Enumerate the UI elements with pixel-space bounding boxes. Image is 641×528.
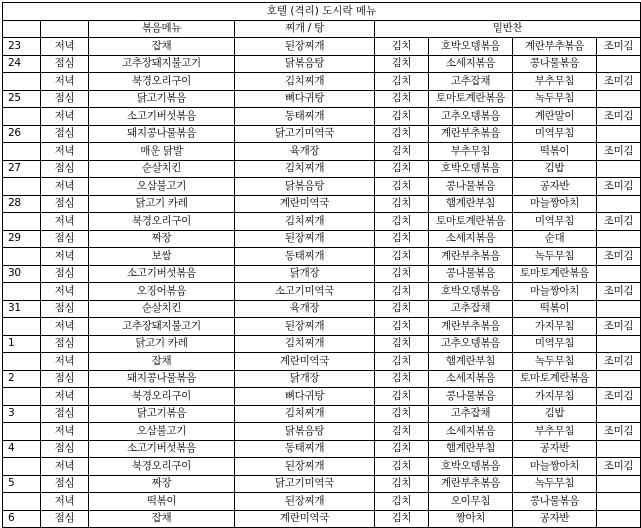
soup-cell: 된장찌개	[235, 38, 375, 56]
meal-cell: 점심	[41, 405, 89, 423]
day-cell: 30	[3, 265, 41, 283]
side-dish-2-cell: 소세지볶음	[429, 423, 513, 441]
meal-cell: 저녁	[41, 388, 89, 406]
day-cell: 29	[3, 230, 41, 248]
day-cell: 31	[3, 300, 41, 318]
side-dish-4-cell: 조미김	[597, 213, 641, 231]
main-dish-cell: 순살치킨	[89, 300, 235, 318]
table-row	[3, 353, 641, 371]
side-dish-1-cell: 김치	[375, 510, 429, 528]
table-row	[3, 213, 641, 231]
table-row	[3, 405, 641, 423]
day-cell: 1	[3, 335, 41, 353]
side-dish-4-cell	[597, 440, 641, 458]
side-dish-1-cell: 김치	[375, 335, 429, 353]
day-cell	[3, 178, 41, 196]
table-row	[3, 265, 641, 283]
meal-cell: 저녁	[41, 38, 89, 56]
table-row	[3, 73, 641, 91]
main-dish-cell: 오징어볶음	[89, 283, 235, 301]
day-cell: 2	[3, 370, 41, 388]
meal-cell: 저녁	[41, 178, 89, 196]
soup-cell: 닭개장	[235, 370, 375, 388]
side-dish-2-cell: 고추잡채	[429, 300, 513, 318]
side-dish-2-cell: 햄계란부침	[429, 440, 513, 458]
day-cell	[3, 423, 41, 441]
page-title: 호텔 (격리) 도시락 메뉴	[3, 3, 641, 21]
side-dish-1-cell: 김치	[375, 178, 429, 196]
meal-cell: 저녁	[41, 493, 89, 511]
side-dish-3-cell: 녹두무침	[513, 90, 597, 108]
main-dish-cell: 잡채	[89, 353, 235, 371]
side-dish-3-cell: 녹두무침	[513, 353, 597, 371]
side-dish-2-cell: 소세지볶음	[429, 370, 513, 388]
side-dish-2-cell: 호박오뎅볶음	[429, 38, 513, 56]
main-dish-cell: 북경오리구이	[89, 213, 235, 231]
meal-cell: 점심	[41, 335, 89, 353]
soup-cell: 된장찌개	[235, 493, 375, 511]
main-dish-cell: 닭고기볶음	[89, 90, 235, 108]
meal-cell: 저녁	[41, 248, 89, 266]
side-dish-2-cell: 토마토계란볶음	[429, 213, 513, 231]
meal-cell: 점심	[41, 265, 89, 283]
soup-cell: 닭볶음탕	[235, 178, 375, 196]
table-row	[3, 248, 641, 266]
day-cell	[3, 318, 41, 336]
table-row	[3, 283, 641, 301]
main-dish-cell: 떡볶이	[89, 493, 235, 511]
side-dish-4-cell	[597, 405, 641, 423]
side-dish-1-cell: 김치	[375, 195, 429, 213]
side-dish-2-cell: 호박오뎅볶음	[429, 458, 513, 476]
side-dish-2-cell: 계란부추볶음	[429, 475, 513, 493]
meal-cell: 점심	[41, 90, 89, 108]
side-dish-3-cell: 콩나물볶음	[513, 55, 597, 73]
side-dish-3-cell: 미역무침	[513, 125, 597, 143]
table-row	[3, 388, 641, 406]
side-dish-1-cell: 김치	[375, 405, 429, 423]
day-cell	[3, 73, 41, 91]
side-dish-2-cell: 계란부추볶음	[429, 248, 513, 266]
soup-cell: 된장찌개	[235, 458, 375, 476]
meal-cell: 점심	[41, 510, 89, 528]
side-dish-3-cell: 공자반	[513, 440, 597, 458]
soup-cell: 김치찌개	[235, 160, 375, 178]
side-dish-2-cell: 짱아치	[429, 510, 513, 528]
table-row	[3, 195, 641, 213]
table-row	[3, 493, 641, 511]
main-dish-cell: 닭고기볶음	[89, 405, 235, 423]
side-dish-1-cell: 김치	[375, 90, 429, 108]
side-dish-1-cell: 김치	[375, 248, 429, 266]
side-dish-2-cell: 계란부추볶음	[429, 125, 513, 143]
day-cell	[3, 493, 41, 511]
table-row	[3, 300, 641, 318]
side-dish-2-cell: 콩나물볶음	[429, 388, 513, 406]
side-dish-4-cell: 조미김	[597, 73, 641, 91]
day-cell: 5	[3, 475, 41, 493]
side-dish-4-cell	[597, 160, 641, 178]
side-dish-3-cell: 녹두무침	[513, 248, 597, 266]
table-row	[3, 335, 641, 353]
side-dish-3-cell: 떡볶이	[513, 143, 597, 161]
side-dish-4-cell	[597, 55, 641, 73]
meal-cell: 저녁	[41, 143, 89, 161]
meal-cell: 점심	[41, 55, 89, 73]
side-dish-4-cell: 조미김	[597, 318, 641, 336]
side-dish-1-cell: 김치	[375, 108, 429, 126]
meal-cell: 점심	[41, 440, 89, 458]
day-cell	[3, 458, 41, 476]
meal-cell: 점심	[41, 195, 89, 213]
main-dish-cell: 짜장	[89, 230, 235, 248]
side-dish-3-cell: 미역무침	[513, 335, 597, 353]
meal-cell: 저녁	[41, 458, 89, 476]
table-row	[3, 370, 641, 388]
table-row	[3, 510, 641, 528]
table-row	[3, 38, 641, 56]
side-dish-3-cell: 계란부추볶음	[513, 38, 597, 56]
side-dish-4-cell: 조미김	[597, 143, 641, 161]
side-dish-3-cell: 마늘짱아치	[513, 195, 597, 213]
side-dish-1-cell: 김치	[375, 143, 429, 161]
header-side-dishes: 밑반찬	[375, 20, 641, 38]
side-dish-1-cell: 김치	[375, 213, 429, 231]
main-dish-cell: 오삼불고기	[89, 423, 235, 441]
side-dish-2-cell: 고추잡채	[429, 405, 513, 423]
meal-cell: 저녁	[41, 423, 89, 441]
side-dish-3-cell: 떡볶이	[513, 300, 597, 318]
side-dish-3-cell: 콩나물볶음	[513, 493, 597, 511]
side-dish-3-cell: 공자반	[513, 178, 597, 196]
day-cell: 26	[3, 125, 41, 143]
title-row	[3, 3, 641, 21]
side-dish-4-cell: 조미김	[597, 38, 641, 56]
side-dish-1-cell: 김치	[375, 370, 429, 388]
meal-cell: 저녁	[41, 108, 89, 126]
side-dish-4-cell	[597, 195, 641, 213]
main-dish-cell: 고추장돼지불고기	[89, 55, 235, 73]
meal-cell: 점심	[41, 230, 89, 248]
soup-cell: 동태찌개	[235, 248, 375, 266]
header-meal-cell	[41, 20, 89, 38]
side-dish-4-cell	[597, 335, 641, 353]
side-dish-3-cell: 마늘짱아치	[513, 283, 597, 301]
side-dish-2-cell: 햄계란부침	[429, 353, 513, 371]
main-dish-cell: 고추장돼지불고기	[89, 318, 235, 336]
main-dish-cell: 돼지콩나물볶음	[89, 125, 235, 143]
meal-cell: 점심	[41, 370, 89, 388]
day-cell: 28	[3, 195, 41, 213]
day-cell: 6	[3, 510, 41, 528]
soup-cell: 김치찌개	[235, 213, 375, 231]
table-row	[3, 125, 641, 143]
side-dish-3-cell: 녹두무침	[513, 475, 597, 493]
side-dish-2-cell: 호박오뎅볶음	[429, 160, 513, 178]
side-dish-1-cell: 김치	[375, 38, 429, 56]
side-dish-1-cell: 김치	[375, 125, 429, 143]
menu-table	[2, 2, 641, 528]
side-dish-2-cell: 부추무침	[429, 143, 513, 161]
side-dish-1-cell: 김치	[375, 493, 429, 511]
main-dish-cell: 닭고기 카레	[89, 195, 235, 213]
header-row	[3, 20, 641, 38]
side-dish-4-cell	[597, 510, 641, 528]
side-dish-2-cell: 소세지볶음	[429, 55, 513, 73]
soup-cell: 된장찌개	[235, 230, 375, 248]
soup-cell: 닭볶음탕	[235, 423, 375, 441]
soup-cell: 계란미역국	[235, 353, 375, 371]
side-dish-3-cell: 공자반	[513, 510, 597, 528]
side-dish-1-cell: 김치	[375, 300, 429, 318]
soup-cell: 뼈다귀탕	[235, 388, 375, 406]
table-row	[3, 440, 641, 458]
side-dish-2-cell: 콩나물볶음	[429, 265, 513, 283]
main-dish-cell: 짜장	[89, 475, 235, 493]
day-cell	[3, 388, 41, 406]
side-dish-2-cell: 고추오뎅볶음	[429, 335, 513, 353]
side-dish-2-cell: 오이무침	[429, 493, 513, 511]
table-row	[3, 55, 641, 73]
side-dish-3-cell: 가지무침	[513, 318, 597, 336]
side-dish-2-cell: 호박오뎅볶음	[429, 283, 513, 301]
side-dish-3-cell: 부추무침	[513, 73, 597, 91]
side-dish-3-cell: 가지무침	[513, 388, 597, 406]
side-dish-4-cell	[597, 265, 641, 283]
day-cell: 25	[3, 90, 41, 108]
day-cell: 3	[3, 405, 41, 423]
soup-cell: 된장찌개	[235, 318, 375, 336]
table-row	[3, 475, 641, 493]
table-row	[3, 160, 641, 178]
soup-cell: 김치찌개	[235, 405, 375, 423]
table-row	[3, 458, 641, 476]
main-dish-cell: 북경오리구이	[89, 73, 235, 91]
side-dish-2-cell: 햄계란부침	[429, 195, 513, 213]
soup-cell: 소고기미역국	[235, 283, 375, 301]
side-dish-2-cell: 고추오뎅볶음	[429, 108, 513, 126]
side-dish-2-cell: 고추잡채	[429, 73, 513, 91]
main-dish-cell: 보쌈	[89, 248, 235, 266]
side-dish-4-cell: 조미김	[597, 388, 641, 406]
soup-cell: 닭개장	[235, 265, 375, 283]
soup-cell: 닭고기미역국	[235, 125, 375, 143]
main-dish-cell: 북경오리구이	[89, 388, 235, 406]
main-dish-cell: 닭고기 카레	[89, 335, 235, 353]
table-row	[3, 143, 641, 161]
side-dish-1-cell: 김치	[375, 265, 429, 283]
side-dish-4-cell	[597, 125, 641, 143]
soup-cell: 김치찌개	[235, 335, 375, 353]
soup-cell: 계란미역국	[235, 510, 375, 528]
header-day-cell	[3, 20, 41, 38]
meal-cell: 저녁	[41, 283, 89, 301]
side-dish-3-cell: 김밥	[513, 405, 597, 423]
header-main-dish: 볶음메뉴	[89, 20, 235, 38]
side-dish-4-cell: 조미김	[597, 423, 641, 441]
day-cell	[3, 283, 41, 301]
side-dish-4-cell	[597, 475, 641, 493]
side-dish-1-cell: 김치	[375, 230, 429, 248]
main-dish-cell: 소고기버섯볶음	[89, 440, 235, 458]
main-dish-cell: 소고기버섯볶음	[89, 265, 235, 283]
soup-cell: 동태찌개	[235, 108, 375, 126]
side-dish-3-cell: 토마토계란볶음	[513, 370, 597, 388]
table-row	[3, 178, 641, 196]
meal-cell: 저녁	[41, 318, 89, 336]
side-dish-4-cell: 조미김	[597, 458, 641, 476]
table-row	[3, 423, 641, 441]
side-dish-1-cell: 김치	[375, 73, 429, 91]
side-dish-1-cell: 김치	[375, 423, 429, 441]
side-dish-4-cell	[597, 493, 641, 511]
main-dish-cell: 순살치킨	[89, 160, 235, 178]
side-dish-4-cell: 조미김	[597, 248, 641, 266]
meal-cell: 점심	[41, 160, 89, 178]
side-dish-4-cell	[597, 370, 641, 388]
side-dish-3-cell: 김밥	[513, 160, 597, 178]
day-cell	[3, 143, 41, 161]
meal-cell: 저녁	[41, 353, 89, 371]
side-dish-1-cell: 김치	[375, 318, 429, 336]
side-dish-3-cell: 순대	[513, 230, 597, 248]
day-cell	[3, 248, 41, 266]
main-dish-cell: 오삼불고기	[89, 178, 235, 196]
day-cell	[3, 108, 41, 126]
soup-cell: 동태찌개	[235, 440, 375, 458]
soup-cell: 닭볶음탕	[235, 55, 375, 73]
day-cell: 27	[3, 160, 41, 178]
table-row	[3, 230, 641, 248]
side-dish-3-cell: 미역무침	[513, 213, 597, 231]
side-dish-1-cell: 김치	[375, 55, 429, 73]
soup-cell: 육개장	[235, 300, 375, 318]
side-dish-2-cell: 토마토계란볶음	[429, 90, 513, 108]
side-dish-4-cell: 조미김	[597, 108, 641, 126]
side-dish-1-cell: 김치	[375, 458, 429, 476]
side-dish-1-cell: 김치	[375, 475, 429, 493]
side-dish-3-cell: 토마토계란볶음	[513, 265, 597, 283]
main-dish-cell: 북경오리구이	[89, 458, 235, 476]
soup-cell: 계란미역국	[235, 195, 375, 213]
side-dish-2-cell: 계란부추볶음	[429, 318, 513, 336]
day-cell: 4	[3, 440, 41, 458]
day-cell: 23	[3, 38, 41, 56]
table-row	[3, 108, 641, 126]
side-dish-2-cell: 소세지볶음	[429, 230, 513, 248]
soup-cell: 김치찌개	[235, 73, 375, 91]
day-cell: 24	[3, 55, 41, 73]
side-dish-3-cell: 계란말이	[513, 108, 597, 126]
day-cell	[3, 353, 41, 371]
side-dish-1-cell: 김치	[375, 440, 429, 458]
side-dish-1-cell: 김치	[375, 283, 429, 301]
side-dish-1-cell: 김치	[375, 388, 429, 406]
soup-cell: 육개장	[235, 143, 375, 161]
main-dish-cell: 잡채	[89, 38, 235, 56]
side-dish-4-cell: 조미김	[597, 178, 641, 196]
meal-cell: 점심	[41, 300, 89, 318]
soup-cell: 닭고기미역국	[235, 475, 375, 493]
meal-cell: 점심	[41, 475, 89, 493]
side-dish-2-cell: 콩나물볶음	[429, 178, 513, 196]
table-row	[3, 90, 641, 108]
side-dish-4-cell	[597, 300, 641, 318]
main-dish-cell: 돼지콩나물볶음	[89, 370, 235, 388]
main-dish-cell: 매운 닭발	[89, 143, 235, 161]
side-dish-1-cell: 김치	[375, 160, 429, 178]
side-dish-4-cell	[597, 230, 641, 248]
soup-cell: 뼈다귀탕	[235, 90, 375, 108]
side-dish-1-cell: 김치	[375, 353, 429, 371]
side-dish-4-cell: 조미김	[597, 353, 641, 371]
side-dish-3-cell: 마늘짱아치	[513, 458, 597, 476]
meal-cell: 저녁	[41, 213, 89, 231]
main-dish-cell: 잡채	[89, 510, 235, 528]
main-dish-cell: 소고기버섯볶음	[89, 108, 235, 126]
day-cell	[3, 213, 41, 231]
side-dish-3-cell: 부추무침	[513, 423, 597, 441]
side-dish-4-cell: 조미김	[597, 283, 641, 301]
meal-cell: 저녁	[41, 73, 89, 91]
header-soup: 찌개 / 탕	[235, 20, 375, 38]
table-row	[3, 318, 641, 336]
meal-cell: 점심	[41, 125, 89, 143]
side-dish-4-cell	[597, 90, 641, 108]
